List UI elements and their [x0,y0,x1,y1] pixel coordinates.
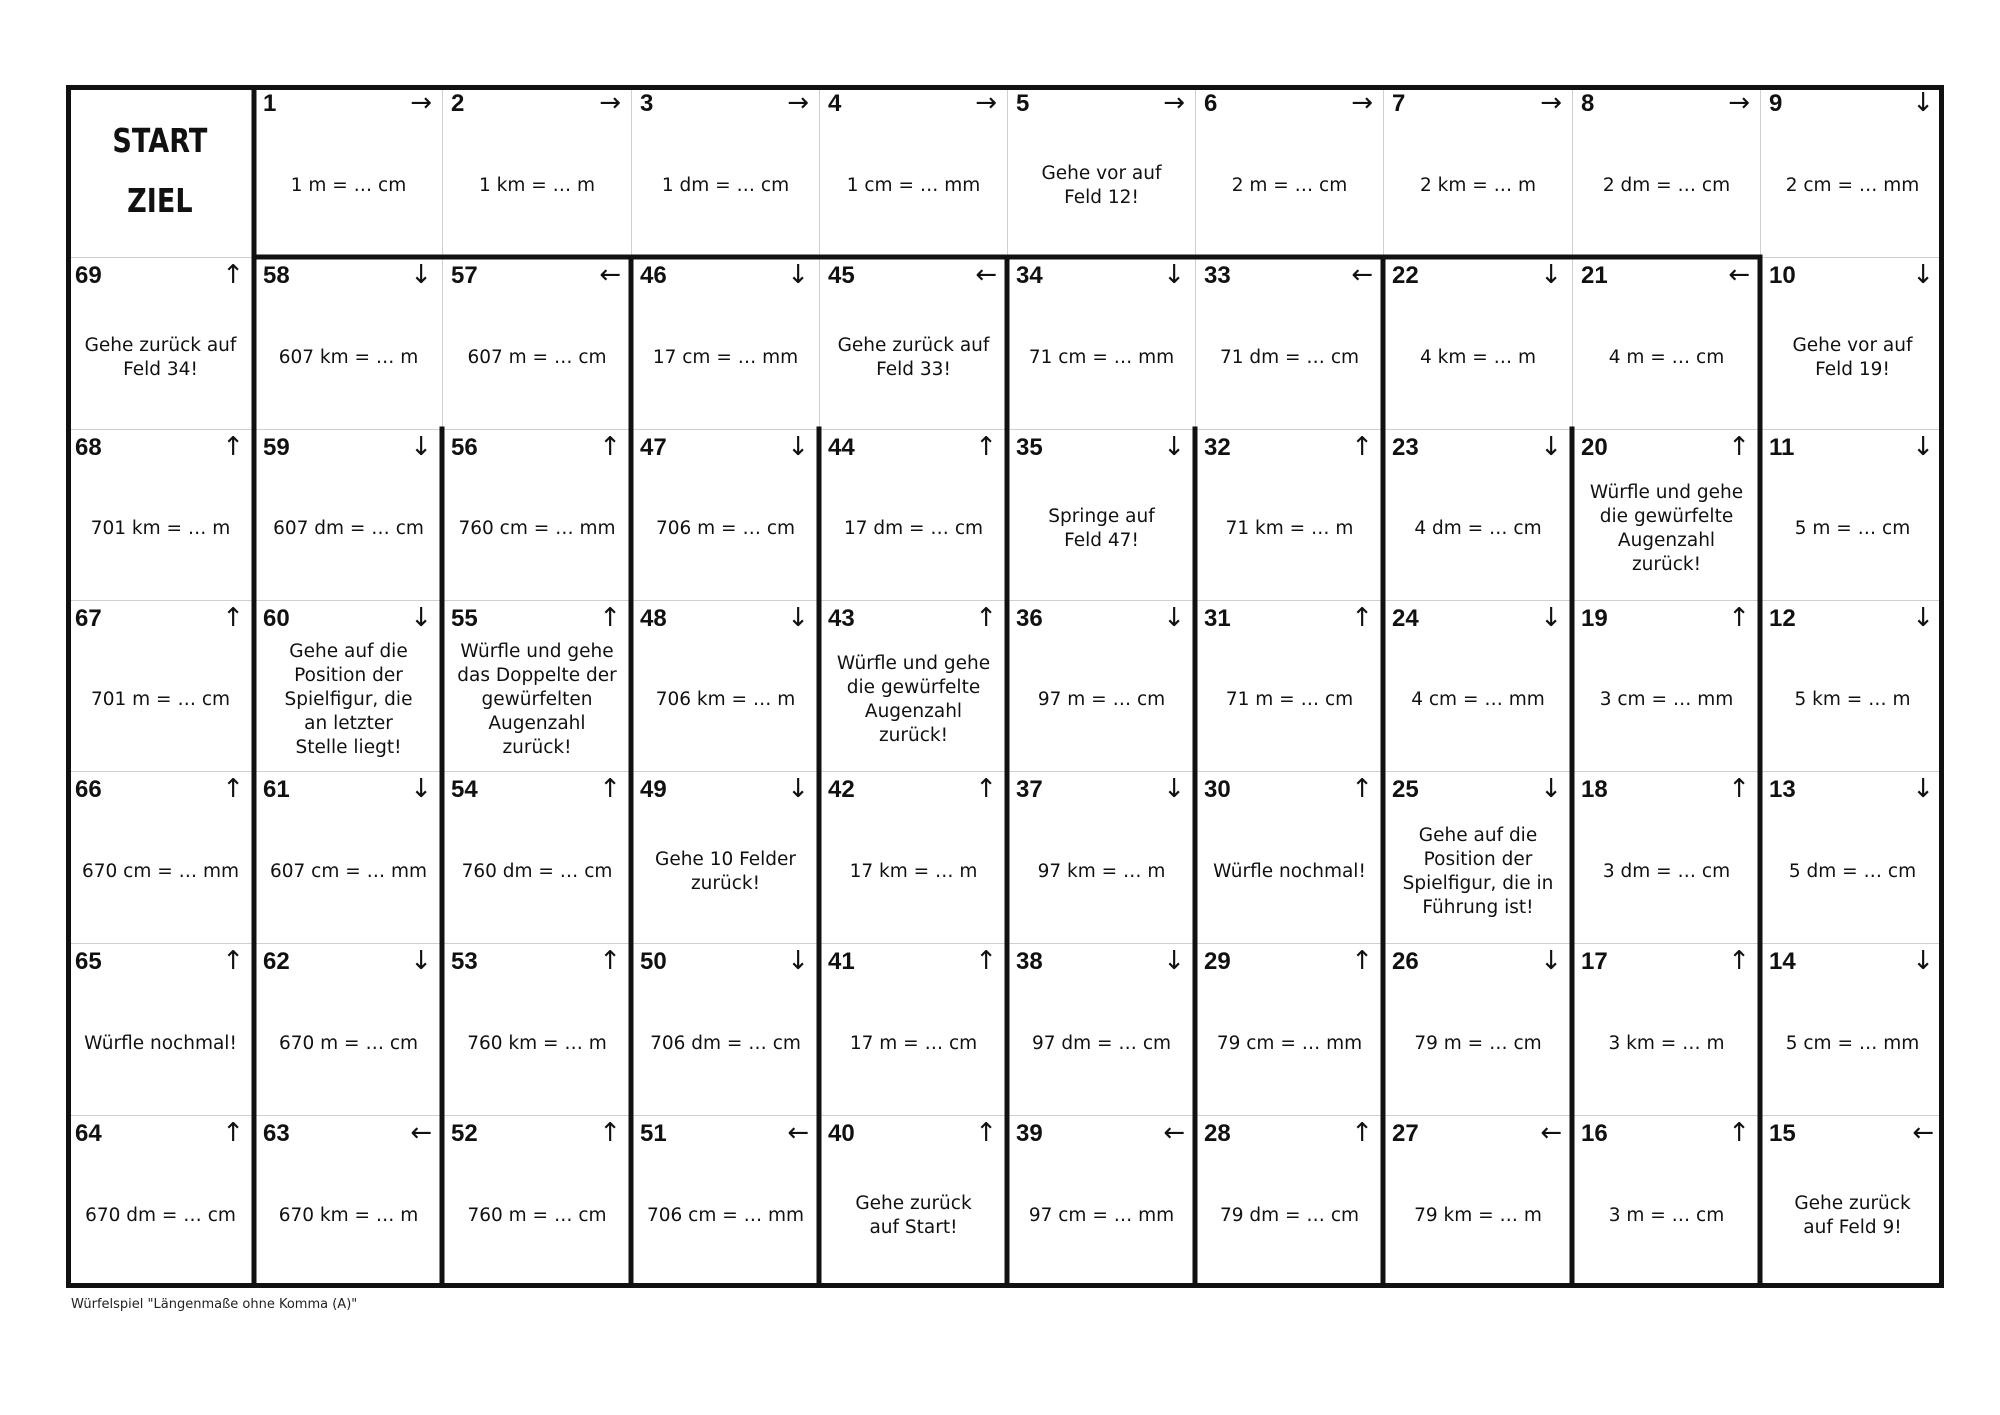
field-number: 26 [1392,948,1419,975]
field-number: 60 [263,605,290,632]
board-field-5 [1007,85,1195,257]
board-field-55 [442,600,631,771]
board-field-39 [1007,1115,1195,1288]
field-number: 19 [1581,605,1608,632]
field-number: 66 [75,776,102,803]
board-field-53 [442,943,631,1115]
field-number: 25 [1392,776,1419,803]
field-number: 40 [828,1120,855,1147]
direction-arrow-icon: ← [410,1118,432,1148]
field-number: 57 [451,262,478,289]
direction-arrow-icon: ↑ [222,603,244,633]
board-field-56 [442,429,631,600]
direction-arrow-icon: ↑ [1351,1118,1373,1148]
board-field-30 [1195,771,1383,943]
field-task: Gehe auf die Position der Spielfigur, die in Führung ist! [1402,824,1554,918]
board-field-14 [1760,943,1944,1115]
direction-arrow-icon: → [1540,88,1562,118]
field-task: 760 dm = … cm [461,860,613,882]
footer-caption: Würfelspiel "Längenmaße ohne Komma (A)" [71,1297,358,1312]
field-number: 38 [1016,948,1043,975]
field-task: 3 cm = … mm [1599,689,1734,710]
board-field-44 [819,429,1007,600]
direction-arrow-icon: ↑ [1728,946,1750,976]
board-field-37 [1007,771,1195,943]
field-number: 18 [1581,776,1608,803]
direction-arrow-icon: ↓ [410,432,432,462]
field-number: 63 [263,1120,290,1147]
board-field-9 [1760,85,1944,257]
field-task: Gehe auf die Position der Spielfigur, die an letzter Stelle liegt! [284,641,413,758]
direction-arrow-icon: ↑ [599,432,621,462]
field-number: 36 [1016,605,1043,632]
board-field-59 [254,429,442,600]
field-number: 5 [1016,90,1030,117]
field-task: 97 dm = … cm [1031,1032,1172,1054]
direction-arrow-icon: → [1728,88,1750,118]
board-field-36 [1007,600,1195,771]
field-task: 97 km = … m [1037,860,1166,882]
direction-arrow-icon: ↓ [1912,432,1934,462]
direction-arrow-icon: ↑ [975,1118,997,1148]
direction-arrow-icon: ↑ [222,1118,244,1148]
field-task: Würfle und gehe die gewürfelte Augenzahl zurück! [1589,482,1744,575]
field-task: 97 m = … cm [1037,689,1166,710]
start-field [66,85,254,257]
field-task: 706 m = … cm [655,518,796,539]
direction-arrow-icon: ↓ [1163,774,1185,804]
board-field-45 [819,257,1007,429]
field-task: 5 m = … cm [1794,518,1911,539]
field-number: 50 [640,948,667,975]
board-field-10 [1760,257,1944,429]
field-task: Gehe zurück auf Start! [855,1193,972,1238]
field-number: 54 [451,776,478,803]
board-field-64 [66,1115,254,1288]
field-task: 706 km = … m [655,689,796,710]
field-task: 97 cm = … mm [1028,1205,1175,1226]
board-field-24 [1383,600,1572,771]
field-task: 71 cm = … mm [1028,346,1175,368]
field-number: 32 [1204,434,1231,461]
direction-arrow-icon: ↓ [787,432,809,462]
direction-arrow-icon: ↓ [787,774,809,804]
field-task: Gehe zurück auf Feld 34! [84,334,237,380]
board-field-27 [1383,1115,1572,1288]
field-task: 670 cm = … mm [81,860,240,882]
field-number: 52 [451,1120,478,1147]
field-task: 1 m = … cm [290,174,407,196]
field-number: 68 [75,434,102,461]
field-number: 15 [1769,1120,1796,1147]
direction-arrow-icon: → [410,88,432,118]
field-task: 4 km = … m [1419,346,1537,368]
field-task: 3 m = … cm [1608,1205,1725,1226]
field-number: 16 [1581,1120,1608,1147]
board-field-52 [442,1115,631,1288]
field-number: 20 [1581,434,1608,461]
field-number: 67 [75,605,102,632]
field-task: 670 dm = … cm [85,1205,236,1226]
field-number: 14 [1769,948,1796,975]
field-task: 706 cm = … mm [646,1205,805,1226]
field-task: 5 cm = … mm [1785,1032,1920,1054]
field-task: 706 dm = … cm [650,1032,801,1054]
direction-arrow-icon: ↓ [1912,88,1934,118]
direction-arrow-icon: ← [1540,1118,1562,1148]
board-field-11 [1760,429,1944,600]
field-task: Würfle nochmal! [1213,860,1366,882]
game-board [66,85,1944,1288]
direction-arrow-icon: → [1351,88,1373,118]
field-number: 47 [640,434,667,461]
field-task: 17 dm = … cm [843,518,984,539]
field-number: 31 [1204,605,1231,632]
field-number: 13 [1769,776,1796,803]
direction-arrow-icon: ↓ [1912,946,1934,976]
direction-arrow-icon: ← [787,1118,809,1148]
field-task: 5 km = … m [1794,689,1911,710]
direction-arrow-icon: ↑ [975,946,997,976]
direction-arrow-icon: ↓ [410,260,432,290]
field-task: 79 dm = … cm [1219,1205,1360,1226]
direction-arrow-icon: ↑ [222,432,244,462]
field-number: 55 [451,605,478,632]
field-task: 760 cm = … mm [458,518,616,539]
board-field-43 [819,600,1007,771]
field-task: 701 m = … cm [90,689,231,710]
direction-arrow-icon: ↓ [787,260,809,290]
field-number: 46 [640,262,667,289]
board-field-66 [66,771,254,943]
field-task: 607 cm = … mm [269,860,428,882]
direction-arrow-icon: ↓ [1540,603,1562,633]
board-field-1 [254,85,442,257]
field-number: 29 [1204,948,1231,975]
field-task: 4 dm = … cm [1414,518,1542,539]
direction-arrow-icon: ↓ [1163,260,1185,290]
board-field-62 [254,943,442,1115]
field-task: Gehe 10 Felder zurück! [654,848,796,894]
field-number: 44 [828,434,855,461]
board-field-68 [66,429,254,600]
direction-arrow-icon: ↓ [1163,603,1185,633]
field-number: 4 [828,90,842,117]
board-field-4 [819,85,1007,257]
board-field-32 [1195,429,1383,600]
field-task: 607 m = … cm [467,346,607,368]
board-field-25 [1383,771,1572,943]
field-number: 41 [828,948,855,975]
field-task: 670 km = … m [278,1205,419,1226]
direction-arrow-icon: ↓ [410,603,432,633]
direction-arrow-icon: → [1163,88,1185,118]
direction-arrow-icon: ← [975,260,997,290]
field-task: 71 m = … cm [1225,689,1354,710]
field-task: 4 m = … cm [1608,346,1725,368]
field-number: 62 [263,948,290,975]
field-task: 607 dm = … cm [273,518,424,539]
field-task: 5 dm = … cm [1788,860,1917,882]
field-task: 71 dm = … cm [1219,346,1360,368]
board-field-2 [442,85,631,257]
board-field-12 [1760,600,1944,771]
board-field-48 [631,600,819,771]
direction-arrow-icon: ↑ [975,774,997,804]
field-number: 28 [1204,1120,1231,1147]
field-number: 48 [640,605,667,632]
field-number: 39 [1016,1120,1043,1147]
board-field-13 [1760,771,1944,943]
direction-arrow-icon: ← [1351,260,1373,290]
direction-arrow-icon: ↓ [1163,946,1185,976]
direction-arrow-icon: ↓ [1540,946,1562,976]
field-task: Gehe zurück auf Feld 9! [1794,1193,1911,1238]
direction-arrow-icon: ↑ [975,603,997,633]
field-task: 2 dm = … cm [1602,174,1731,196]
direction-arrow-icon: ↓ [1163,432,1185,462]
board-field-33 [1195,257,1383,429]
board-field-49 [631,771,819,943]
board-field-65 [66,943,254,1115]
direction-arrow-icon: ↑ [599,774,621,804]
direction-arrow-icon: ↑ [1728,774,1750,804]
field-task: 670 m = … cm [278,1032,419,1054]
direction-arrow-icon: ↑ [1351,432,1373,462]
field-task: 1 cm = … mm [846,174,981,196]
board-field-40 [819,1115,1007,1288]
field-task: 3 km = … m [1608,1032,1725,1054]
board-field-34 [1007,257,1195,429]
field-number: 6 [1204,90,1218,117]
field-number: 34 [1016,262,1043,289]
board-field-58 [254,257,442,429]
field-task: 17 km = … m [849,860,978,882]
field-number: 12 [1769,605,1796,632]
field-task: 760 km = … m [467,1032,607,1054]
field-number: 10 [1769,262,1796,289]
board-field-31 [1195,600,1383,771]
board-field-16 [1572,1115,1760,1288]
field-number: 49 [640,776,667,803]
direction-arrow-icon: ↓ [1912,260,1934,290]
board-field-8 [1572,85,1760,257]
ziel-label: ZIEL [127,181,193,220]
direction-arrow-icon: ↑ [599,1118,621,1148]
board-field-35 [1007,429,1195,600]
board-field-29 [1195,943,1383,1115]
field-task: Springe auf Feld 47! [1048,506,1155,551]
board-field-41 [819,943,1007,1115]
field-number: 45 [828,262,855,289]
field-number: 56 [451,434,478,461]
field-number: 3 [640,90,654,117]
direction-arrow-icon: ← [599,260,621,290]
direction-arrow-icon: ↑ [1728,603,1750,633]
direction-arrow-icon: ↓ [410,946,432,976]
field-number: 30 [1204,776,1231,803]
direction-arrow-icon: ↓ [410,774,432,804]
field-number: 7 [1392,90,1406,117]
direction-arrow-icon: ↓ [1912,774,1934,804]
field-task: 17 m = … cm [849,1032,978,1054]
field-number: 37 [1016,776,1043,803]
field-number: 61 [263,776,290,803]
board-field-42 [819,771,1007,943]
field-number: 35 [1016,434,1043,461]
direction-arrow-icon: ↑ [599,603,621,633]
field-task: Gehe zurück auf Feld 33! [837,334,990,380]
field-number: 42 [828,776,855,803]
board-field-69 [66,257,254,429]
board-field-3 [631,85,819,257]
field-task: 2 km = … m [1419,174,1537,196]
field-number: 1 [263,90,277,117]
direction-arrow-icon: ↓ [1912,603,1934,633]
direction-arrow-icon: ↓ [1540,774,1562,804]
board-field-60 [254,600,442,771]
direction-arrow-icon: ↑ [1351,946,1373,976]
board-field-63 [254,1115,442,1288]
field-number: 2 [451,90,465,117]
board-field-51 [631,1115,819,1288]
field-number: 17 [1581,948,1608,975]
direction-arrow-icon: → [599,88,621,118]
direction-arrow-icon: ↓ [787,946,809,976]
field-number: 27 [1392,1120,1419,1147]
field-number: 21 [1581,262,1608,289]
field-number: 9 [1769,90,1783,117]
field-task: 2 cm = … mm [1785,174,1920,196]
board-field-50 [631,943,819,1115]
board-field-18 [1572,771,1760,943]
direction-arrow-icon: ↑ [1351,603,1373,633]
direction-arrow-icon: ↑ [222,260,244,290]
direction-arrow-icon: → [787,88,809,118]
direction-arrow-icon: ↑ [1728,1118,1750,1148]
field-task: 71 km = … m [1225,518,1354,539]
board-field-20 [1572,429,1760,600]
field-task: 79 m = … cm [1414,1032,1542,1054]
field-task: 3 dm = … cm [1602,860,1731,882]
board-field-21 [1572,257,1760,429]
board-field-17 [1572,943,1760,1115]
board-field-6 [1195,85,1383,257]
field-number: 51 [640,1120,667,1147]
direction-arrow-icon: ← [1163,1118,1185,1148]
field-number: 24 [1392,605,1419,632]
board-field-22 [1383,257,1572,429]
board-field-26 [1383,943,1572,1115]
board-field-38 [1007,943,1195,1115]
field-number: 43 [828,605,855,632]
field-task: Gehe vor auf Feld 19! [1792,334,1913,380]
field-number: 58 [263,262,290,289]
field-number: 59 [263,434,290,461]
board-field-15 [1760,1115,1944,1288]
direction-arrow-icon: ↓ [1540,432,1562,462]
start-label: START [112,121,208,160]
direction-arrow-icon: ↑ [222,946,244,976]
board-field-57 [442,257,631,429]
board-field-28 [1195,1115,1383,1288]
field-number: 69 [75,262,102,289]
field-number: 33 [1204,262,1231,289]
field-number: 23 [1392,434,1419,461]
field-task: 17 cm = … mm [652,346,799,368]
board-field-47 [631,429,819,600]
field-task: 79 km = … m [1414,1205,1542,1226]
board-field-67 [66,600,254,771]
board-field-54 [442,771,631,943]
field-task: 4 cm = … mm [1411,689,1545,710]
board-field-19 [1572,600,1760,771]
direction-arrow-icon: ↑ [1728,432,1750,462]
direction-arrow-icon: ↑ [599,946,621,976]
field-task: Würfle und gehe das Doppelte der gewürfelten Augenzahl zurück! [457,641,617,758]
field-task: 760 m = … cm [467,1205,607,1226]
direction-arrow-icon: ← [1728,260,1750,290]
direction-arrow-icon: ↑ [1351,774,1373,804]
direction-arrow-icon: ← [1912,1118,1934,1148]
field-number: 65 [75,948,102,975]
field-task: 1 km = … m [478,174,596,196]
direction-arrow-icon: ↓ [1540,260,1562,290]
direction-arrow-icon: ↑ [222,774,244,804]
field-task: 79 cm = … mm [1216,1032,1363,1054]
field-task: 607 km = … m [278,346,419,368]
field-task: 701 km = … m [90,518,231,539]
field-number: 11 [1769,434,1795,461]
board-field-23 [1383,429,1572,600]
direction-arrow-icon: → [975,88,997,118]
field-number: 22 [1392,262,1419,289]
board-field-7 [1383,85,1572,257]
direction-arrow-icon: ↑ [975,432,997,462]
board-field-61 [254,771,442,943]
start-ziel-label [66,85,254,257]
field-task: Würfle nochmal! [84,1032,237,1054]
direction-arrow-icon: ↓ [787,603,809,633]
field-task: 2 m = … cm [1231,174,1348,196]
board-field-46 [631,257,819,429]
field-number: 64 [75,1120,102,1147]
field-task: 1 dm = … cm [661,174,790,196]
field-task: Würfle und gehe die gewürfelte Augenzahl zurück! [836,653,991,746]
field-task: Gehe vor auf Feld 12! [1041,162,1162,208]
field-number: 8 [1581,90,1595,117]
field-number: 53 [451,948,478,975]
